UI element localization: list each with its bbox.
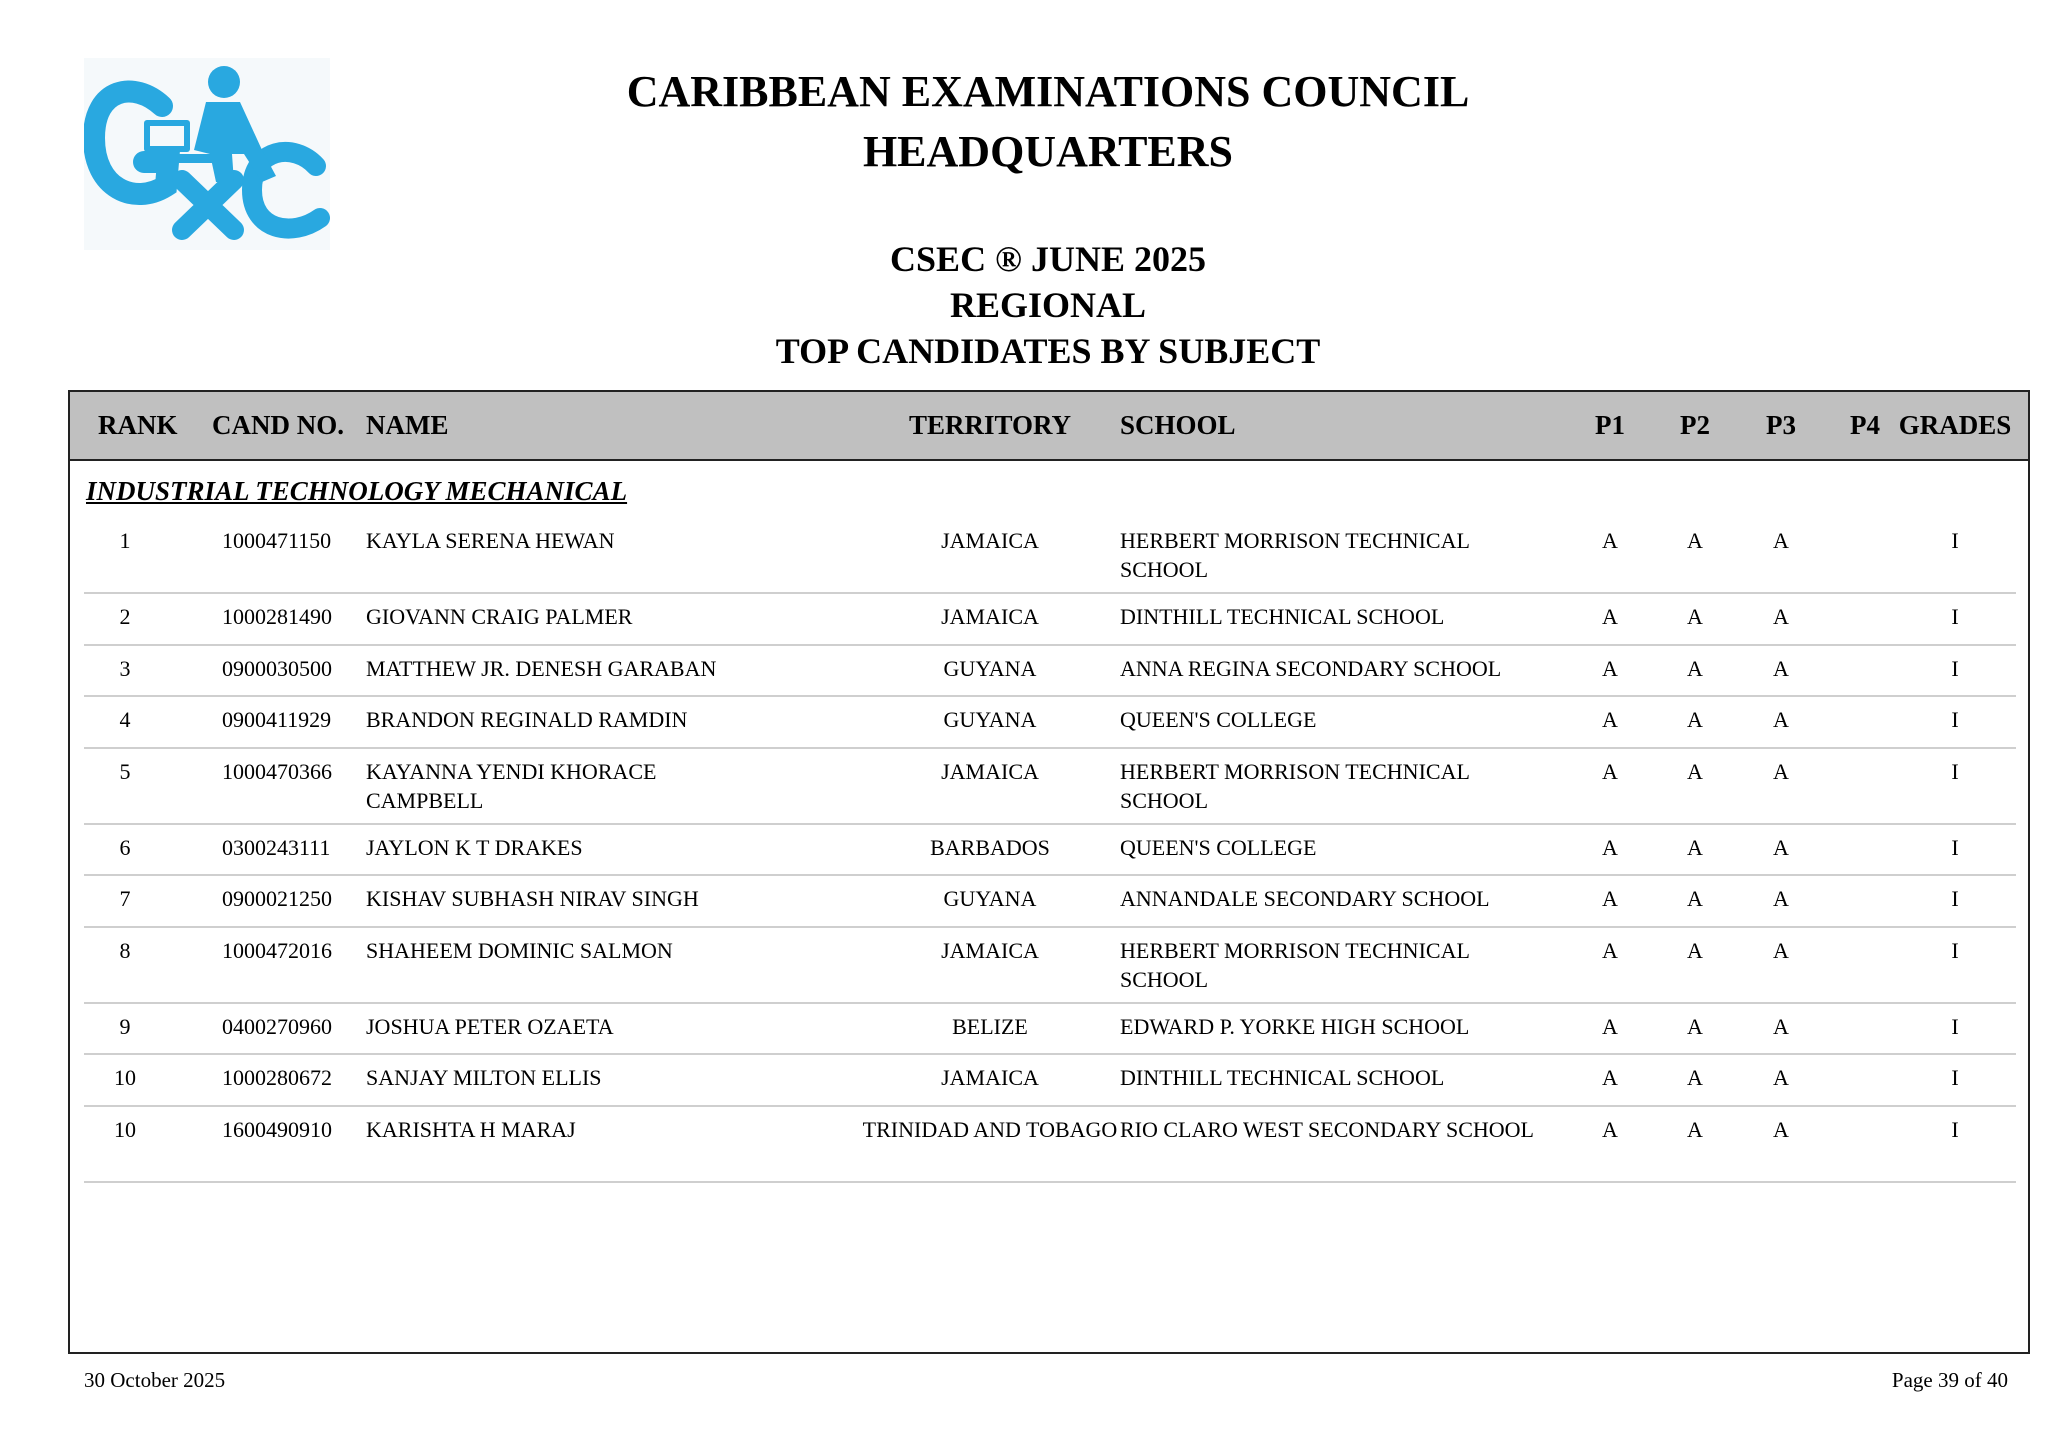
cell-p1: A	[1602, 759, 1618, 784]
cell-school: HERBERT MORRISON TECHNICAL SCHOOL	[1120, 938, 1470, 992]
cell-cand-no: 1600490910	[222, 1117, 332, 1142]
cell-p3: A	[1773, 707, 1789, 732]
report-date: 30 October 2025	[84, 1368, 226, 1392]
cell-territory: GUYANA	[943, 707, 1037, 732]
cell-p3: A	[1773, 759, 1789, 784]
cell-p3: A	[1773, 604, 1789, 629]
cell-rank: 2	[119, 604, 131, 629]
results-table	[68, 390, 2030, 1354]
cell-name: MATTHEW JR. DENESH GARABAN	[366, 656, 717, 681]
cell-name: SANJAY MILTON ELLIS	[366, 1065, 602, 1090]
cell-territory: JAMAICA	[941, 604, 1039, 629]
table-row	[84, 1105, 2016, 1183]
cell-grade: I	[1951, 759, 1959, 784]
cell-p2: A	[1687, 759, 1703, 784]
cell-territory: JAMAICA	[941, 1065, 1039, 1090]
exam-title: CSEC ® JUNE 2025	[890, 239, 1206, 279]
table-row	[84, 823, 2016, 876]
cell-cand-no: 0400270960	[222, 1014, 332, 1039]
cell-p2: A	[1687, 886, 1703, 911]
cell-rank: 10	[114, 1117, 136, 1142]
cell-name: KAYANNA YENDI KHORACE CAMPBELL	[366, 759, 657, 813]
header-territory: TERRITORY	[908, 410, 1072, 440]
cell-cand-no: 1000280672	[222, 1065, 332, 1090]
cell-territory: JAMAICA	[941, 528, 1039, 553]
cell-territory: GUYANA	[943, 656, 1037, 681]
cell-rank: 7	[119, 886, 131, 911]
cell-grade: I	[1951, 528, 1959, 553]
cell-school: ANNANDALE SECONDARY SCHOOL	[1120, 886, 1490, 911]
table-row	[84, 644, 2016, 697]
cell-school: EDWARD P. YORKE HIGH SCHOOL	[1120, 1014, 1470, 1039]
table-row	[84, 695, 2016, 749]
cell-p2: A	[1687, 604, 1703, 629]
table-header	[70, 392, 2028, 461]
cell-p2: A	[1687, 1014, 1703, 1039]
cell-school: QUEEN'S COLLEGE	[1120, 835, 1317, 860]
cell-p3: A	[1773, 1065, 1789, 1090]
header-p2: P2	[1680, 410, 1710, 440]
header-p3: P3	[1766, 410, 1796, 440]
cell-p2: A	[1687, 1117, 1703, 1142]
table-row	[84, 592, 2016, 646]
cell-p1: A	[1602, 604, 1618, 629]
cell-grade: I	[1951, 707, 1959, 732]
cell-grade: I	[1951, 938, 1959, 963]
cell-p3: A	[1773, 938, 1789, 963]
cell-p1: A	[1602, 1117, 1618, 1142]
cell-cand-no: 1000281490	[222, 604, 332, 629]
cell-cand-no: 0900021250	[222, 886, 332, 911]
cell-cand-no: 0900411929	[222, 707, 332, 732]
cell-p1: A	[1602, 528, 1618, 553]
cell-name: GIOVANN CRAIG PALMER	[366, 604, 633, 629]
table-row	[84, 1053, 2016, 1107]
cell-p3: A	[1773, 528, 1789, 553]
report-title: TOP CANDIDATES BY SUBJECT	[775, 331, 1321, 371]
cell-territory: JAMAICA	[941, 759, 1039, 784]
cell-p2: A	[1687, 835, 1703, 860]
cell-grade: I	[1951, 604, 1959, 629]
header-p1: P1	[1595, 410, 1625, 440]
cell-cand-no: 1000471150	[222, 528, 332, 553]
cell-school: RIO CLARO WEST SECONDARY SCHOOL	[1120, 1117, 1534, 1142]
cell-name: KISHAV SUBHASH NIRAV SINGH	[366, 886, 699, 911]
cell-name: KAYLA SERENA HEWAN	[366, 528, 615, 553]
header-rank: RANK	[98, 410, 178, 440]
table-row	[84, 874, 2016, 928]
table-row	[84, 747, 2016, 825]
cell-rank: 1	[119, 528, 131, 553]
cell-p3: A	[1773, 835, 1789, 860]
cell-p2: A	[1687, 1065, 1703, 1090]
cell-p2: A	[1687, 656, 1703, 681]
cell-p2: A	[1687, 938, 1703, 963]
cell-grade: I	[1951, 1014, 1959, 1039]
cell-territory: GUYANA	[943, 886, 1037, 911]
header-p4: P4	[1850, 410, 1880, 440]
cell-grade: I	[1951, 1065, 1959, 1090]
cell-p3: A	[1773, 1117, 1789, 1142]
cell-school: ANNA REGINA SECONDARY SCHOOL	[1120, 656, 1502, 681]
cell-name: JAYLON K T DRAKES	[366, 835, 583, 860]
cell-cand-no: 1000472016	[222, 938, 332, 963]
cell-school: DINTHILL TECHNICAL SCHOOL	[1120, 604, 1445, 629]
org-subtitle: HEADQUARTERS	[862, 127, 1234, 176]
cell-cand-no: 1000470366	[222, 759, 332, 784]
org-title: CARIBBEAN EXAMINATIONS COUNCIL	[626, 67, 1470, 116]
cell-p1: A	[1602, 1014, 1618, 1039]
cell-territory: TRINIDAD AND TOBAGO	[862, 1117, 1118, 1142]
cell-territory: JAMAICA	[941, 938, 1039, 963]
cell-grade: I	[1951, 656, 1959, 681]
cell-rank: 6	[119, 835, 131, 860]
scope-title: REGIONAL	[949, 285, 1147, 325]
subject-heading: INDUSTRIAL TECHNOLOGY MECHANICAL	[86, 476, 628, 506]
cell-name: JOSHUA PETER OZAETA	[366, 1014, 614, 1039]
cell-p1: A	[1602, 886, 1618, 911]
table-row	[84, 1002, 2016, 1055]
cell-rank: 9	[119, 1014, 131, 1039]
cell-school: HERBERT MORRISON TECHNICAL SCHOOL	[1120, 528, 1470, 582]
cell-p1: A	[1602, 656, 1618, 681]
cell-p1: A	[1602, 938, 1618, 963]
cell-name: KARISHTA H MARAJ	[366, 1117, 576, 1142]
cell-p1: A	[1602, 1065, 1618, 1090]
table-row	[84, 926, 2016, 1004]
cell-p3: A	[1773, 1014, 1789, 1039]
cell-p1: A	[1602, 835, 1618, 860]
cell-rank: 3	[119, 656, 131, 681]
cell-rank: 5	[119, 759, 131, 784]
header-name: NAME	[366, 410, 449, 440]
header-school: SCHOOL	[1120, 410, 1236, 440]
cell-school: DINTHILL TECHNICAL SCHOOL	[1120, 1065, 1445, 1090]
cell-grade: I	[1951, 1117, 1959, 1142]
cell-school: HERBERT MORRISON TECHNICAL SCHOOL	[1120, 759, 1470, 813]
cell-p2: A	[1687, 528, 1703, 553]
cell-p1: A	[1602, 707, 1618, 732]
cell-school: QUEEN'S COLLEGE	[1120, 707, 1317, 732]
cell-p3: A	[1773, 656, 1789, 681]
header-cand-no: CAND NO.	[212, 410, 344, 440]
cell-name: SHAHEEM DOMINIC SALMON	[366, 938, 673, 963]
cell-cand-no: 0300243111	[222, 835, 331, 860]
page-number: Page 39 of 40	[1891, 1368, 2008, 1392]
cell-rank: 8	[119, 938, 131, 963]
cell-p2: A	[1687, 707, 1703, 732]
header-grades: GRADES	[1898, 410, 2012, 440]
cell-p3: A	[1773, 886, 1789, 911]
cell-territory: BELIZE	[952, 1014, 1028, 1039]
cell-territory: BARBADOS	[930, 835, 1050, 860]
cell-name: BRANDON REGINALD RAMDIN	[366, 707, 688, 732]
cell-rank: 10	[114, 1065, 136, 1090]
cell-rank: 4	[119, 707, 131, 732]
cell-cand-no: 0900030500	[222, 656, 332, 681]
cell-grade: I	[1951, 835, 1959, 860]
table-row	[84, 516, 2016, 594]
cell-grade: I	[1951, 886, 1959, 911]
